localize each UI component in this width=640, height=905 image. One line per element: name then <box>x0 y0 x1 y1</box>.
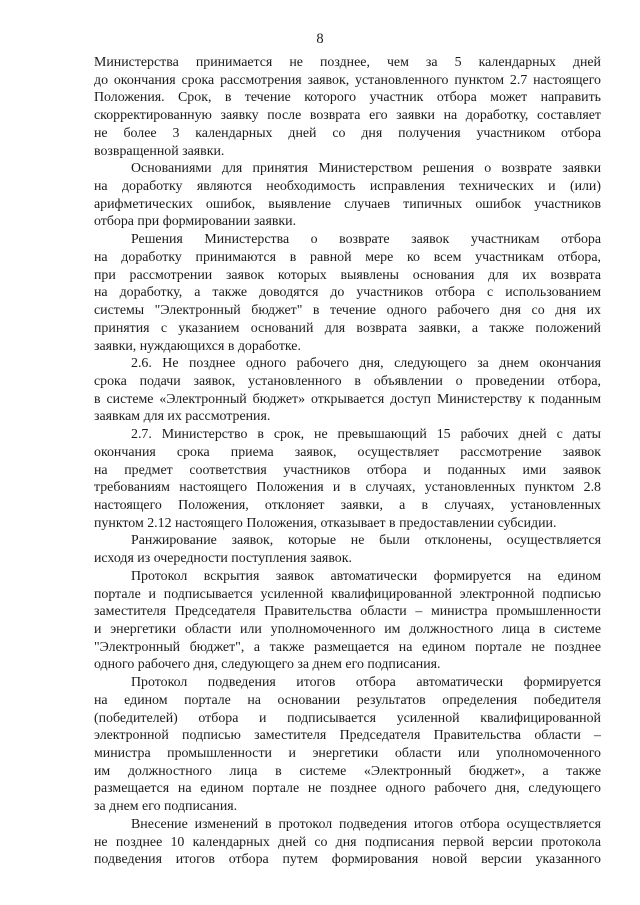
text-line: Протокол вскрытия заявок автоматически формируется на едином <box>131 568 601 584</box>
text-line: отбора при формировании заявки. <box>94 214 297 230</box>
text-line: заместителя Председателя Правительства области – министра промышленности <box>94 604 601 620</box>
paragraph <box>94 231 601 355</box>
text-line: системы "Электронный бюджет" в течение одного рабочего дня со дня их <box>94 303 601 319</box>
text-line: при рассмотрении заявок которых выявлены основания для их возврата <box>94 267 601 283</box>
text-line: Решения Министерства о возврате заявок участникам отбора <box>131 232 601 248</box>
text-line: принятия с указанием оснований для возврата заявки, а также положений <box>94 320 601 336</box>
text-line: Ранжирование заявок, которые не были отклонены, осуществляется <box>131 533 601 549</box>
text-line: портале и подписывается усиленной квалифицированной электронной подписью <box>94 586 601 602</box>
text-line: им должностного лица в системе «Электронный бюджет», а также <box>94 763 601 779</box>
text-line: Положения. Срок, в течение которого участник отбора может направить <box>94 90 601 106</box>
paragraph <box>94 355 601 426</box>
text-line: подведения итогов отбора путем формирования новой версии указанного <box>94 852 601 868</box>
text-line: за днем его подписания. <box>94 799 238 815</box>
text-line: на предмет соответствия участников отбора и поданных ими заявок <box>94 462 601 478</box>
text-line: пунктом 2.12 настоящего Положения, отказывает в предоставлении субсидии. <box>94 515 557 531</box>
text-line: одного рабочего дня, следующего за днем его подписания. <box>94 657 441 673</box>
text-line: срока подачи заявок, установленного в объявлении о проведении отбора, <box>94 373 601 389</box>
text-line: исходя из очередности поступления заявок. <box>94 551 352 567</box>
paragraph <box>94 532 601 567</box>
text-line: скорректированную заявку после возврата его заявки на доработку, составляет <box>94 108 601 124</box>
text-line: Протокол подведения итогов отбора автоматически формируется <box>131 675 601 691</box>
paragraph <box>94 568 601 674</box>
text-line: размещается на едином портале не позднее одного рабочего дня, следующего <box>94 781 601 797</box>
text-line: министра промышленности и энергетики области или уполномоченного <box>94 746 601 762</box>
page-number: 8 <box>316 31 324 47</box>
document-body <box>94 54 601 869</box>
text-line: 2.7. Министерство в срок, не превышающий 15 рабочих дней с даты <box>131 427 601 443</box>
text-line: настоящего Положения, отклоняет заявки, а в случаях, установленных <box>94 497 601 513</box>
text-line: арифметических ошибок, выявление случаев типичных ошибок участников <box>94 196 601 212</box>
text-line: до окончания срока рассмотрения заявок, установленного пунктом 2.7 настоящего <box>94 72 601 88</box>
text-line: Министерства принимается не позднее, чем за 5 календарных дней <box>94 55 601 70</box>
text-line: 2.6. Не позднее одного рабочего дня, следующего за днем окончания <box>131 356 601 372</box>
text-line: на доработку являются необходимость исправления технических и (или) <box>94 179 601 195</box>
text-line: "Электронный бюджет", а также размещается на едином портале не позднее <box>94 639 601 655</box>
text-line: электронной подписью заместителя Председателя Правительства области – <box>94 728 601 744</box>
text-line: не позднее 10 календарных дней со дня подписания первой версии протокола <box>94 834 601 850</box>
paragraph <box>94 54 601 160</box>
text-line: Основаниями для принятия Министерством решения о возврате заявки <box>131 161 601 177</box>
text-line: Внесение изменений в протокол подведения итогов отбора осуществляется <box>131 816 601 832</box>
text-line: на доработку принимаются в равной мере ко всем участникам отбора, <box>94 249 601 265</box>
text-line: и энергетики области или уполномоченного им должностного лица в системе <box>94 622 601 637</box>
text-line: заявки, нуждающихся в доработке. <box>94 338 301 354</box>
paragraph <box>94 426 601 532</box>
text-line: (победителей) отбора и подписывается усиленной квалифицированной <box>94 710 601 726</box>
text-line: возвращенной заявки. <box>94 143 225 159</box>
paragraph <box>94 674 601 816</box>
paragraph <box>94 160 601 231</box>
text-line: заявкам для их рассмотрения. <box>94 409 271 425</box>
text-line: на едином портале на основании результатов определения победителя <box>94 692 601 708</box>
paragraph <box>94 816 601 869</box>
text-line: на доработку, а также доводятся до участников отбора с использованием <box>94 285 601 301</box>
text-line: окончания срока приема заявок, осуществляет рассмотрение заявок <box>94 444 601 460</box>
text-line: в системе «Электронный бюджет» открывается доступ Министерству к поданным <box>94 391 601 407</box>
text-line: требованиям настоящего Положения и в случаях, установленных пунктом 2.8 <box>94 480 601 496</box>
text-line: не более 3 календарных дней со дня получения участником отбора <box>94 125 601 141</box>
